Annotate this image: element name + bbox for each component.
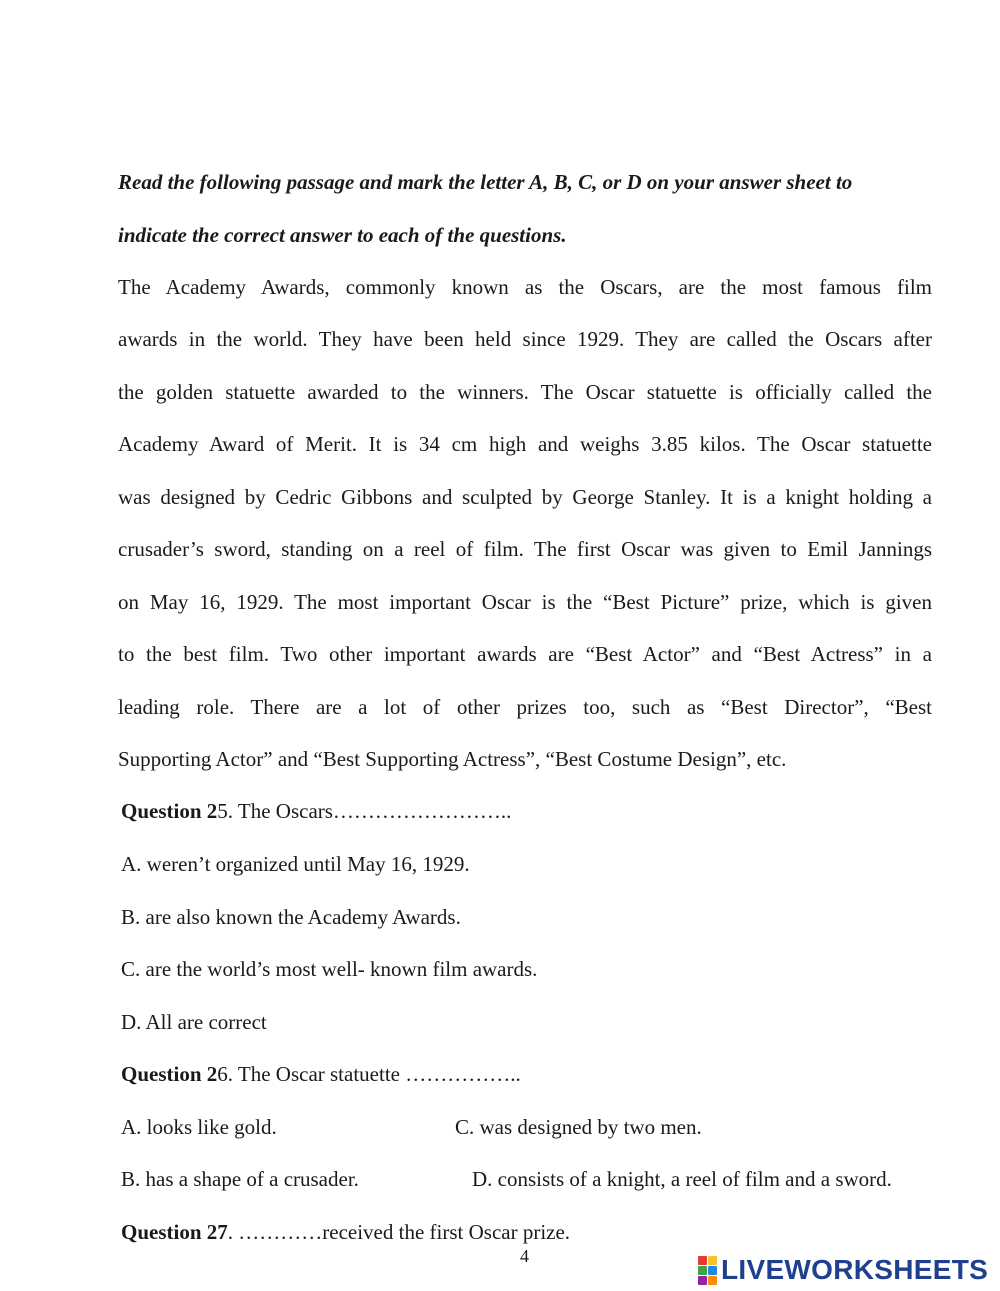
question-25 — [121, 799, 511, 824]
passage-line: the golden statuette awarded to the winners. The Oscar statuette is officially called the — [118, 380, 932, 404]
q25-option-a[interactable]: A. weren’t organized until May 16, 1929. — [121, 852, 470, 876]
passage-line: Academy Award of Merit. It is 34 cm high and weighs 3.85 kilos. The Oscar statuette — [118, 432, 932, 456]
q26-option-b[interactable]: B. has a shape of a crusader. — [121, 1167, 359, 1191]
question-text: . …………received the first Oscar prize. — [227, 1220, 571, 1244]
q26-option-c[interactable]: C. was designed by two men. — [455, 1115, 702, 1139]
question-text: 5. The Oscars…………………….. — [217, 799, 512, 823]
liveworksheets-logo — [698, 1254, 988, 1286]
passage-line: The Academy Awards, commonly known as the Oscars, are the most famous film — [118, 275, 932, 299]
q25-option-c[interactable]: C. are the world’s most well- known film awards. — [121, 957, 538, 981]
q25-option-b[interactable]: B. are also known the Academy Awards. — [121, 905, 461, 929]
passage-line: crusader’s sword, standing on a reel of film. The first Oscar was given to Emil Jannings — [118, 537, 932, 561]
question-27 — [121, 1220, 570, 1245]
brand-name: LIVEWORKSHEETS — [721, 1254, 989, 1285]
q26-option-a[interactable]: A. looks like gold. — [121, 1115, 277, 1139]
question-text: 6. The Oscar statuette …………….. — [217, 1062, 521, 1086]
passage-line: leading role. There are a lot of other prizes too, such as “Best Director”, “Best — [118, 695, 932, 719]
passage-line: awards in the world. They have been held since 1929. They are called the Oscars after — [118, 327, 932, 351]
passage-line: to the best film. Two other important awards are “Best Actor” and “Best Actress” in a — [118, 642, 932, 666]
page-number: 4 — [520, 1246, 529, 1266]
q25-option-d[interactable]: D. All are correct — [121, 1010, 267, 1034]
passage-line: Supporting Actor” and “Best Supporting Actress”, “Best Costume Design”, etc. — [118, 747, 787, 771]
instruction-line: Read the following passage and mark the letter A, B, C, or D on your answer sheet to — [118, 170, 853, 194]
question-label: Question 2 — [121, 799, 218, 823]
instruction-line: indicate the correct answer to each of the questions. — [118, 223, 567, 247]
liveworksheets-logo-icon — [698, 1256, 717, 1285]
question-26 — [121, 1062, 521, 1087]
question-label: Question 27 — [121, 1220, 228, 1244]
q26-option-d[interactable]: D. consists of a knight, a reel of film and a sword. — [472, 1167, 892, 1191]
passage-line: on May 16, 1929. The most important Oscar is the “Best Picture” prize, which is given — [118, 590, 932, 614]
question-label: Question 2 — [121, 1062, 218, 1086]
passage-line: was designed by Cedric Gibbons and sculpted by George Stanley. It is a knight holding a — [118, 485, 932, 509]
